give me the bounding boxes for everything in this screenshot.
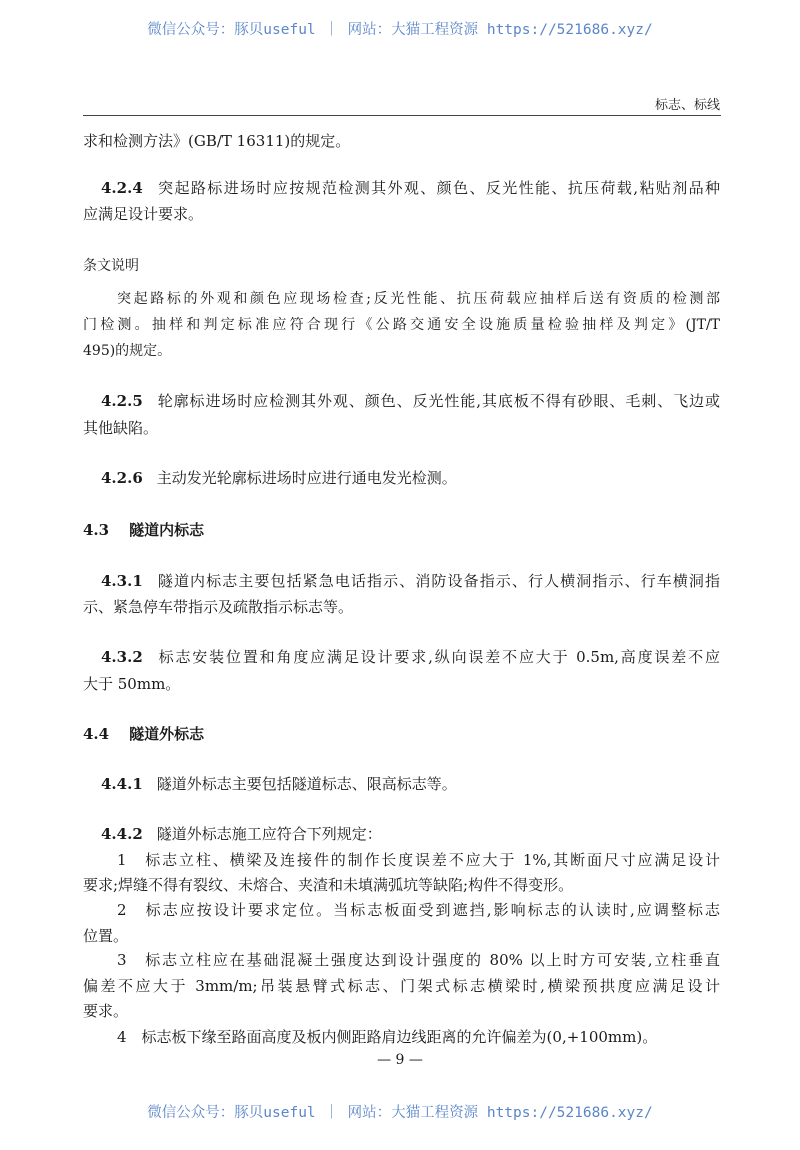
- section-number: 4.4: [83, 725, 110, 743]
- text-line: 大于 50mm。: [83, 675, 181, 693]
- text-line: 门检测。抽样和判定标准应符合现行《公路交通安全设施质量检验抽样及判定》(JT/T: [83, 317, 720, 333]
- text-line: 主动发光轮廓标进场时应进行通电发光检测。: [156, 469, 457, 487]
- text-line: 应满足设计要求。: [83, 205, 204, 223]
- section-number: 4.3: [83, 521, 110, 539]
- clause-number: 4.3.1: [101, 572, 143, 590]
- list-item-2: 2 标志应按设计要求定位。当标志板面受到遮挡,影响标志的认读时,应调整标志: [117, 901, 720, 919]
- text-line: 偏差不应大于 3mm/m;吊装悬臂式标志、门架式标志横梁时,横梁预拱度应满足设计: [83, 977, 720, 995]
- text-line: 495)的规定。: [83, 343, 172, 359]
- clause-number: 4.4.1: [101, 775, 143, 793]
- text-line: 要求。: [83, 1002, 129, 1020]
- clause-4-3-1: [101, 571, 720, 591]
- text-line: 示、紧急停车带指示及疏散指示标志等。: [83, 598, 354, 616]
- clause-number: 4.2.6: [101, 469, 143, 487]
- section-title: 隧道外标志: [129, 725, 205, 743]
- section-heading-4-3: [83, 520, 720, 540]
- text-line: 隧道外标志主要包括隧道标志、限高标志等。: [156, 775, 457, 793]
- text-line: 标志安装位置和角度应满足设计要求,纵向误差不应大于 0.5m,高度误差不应: [156, 648, 720, 666]
- header-rule: [83, 115, 721, 116]
- text-line: 轮廓标进场时应检测其外观、颜色、反光性能,其底板不得有砂眼、毛刺、飞边或: [156, 392, 720, 410]
- section-title: 隧道内标志: [129, 521, 205, 539]
- text-line: 隧道外标志施工应符合下列规定：: [156, 825, 382, 843]
- list-item-1: 1 标志立柱、横梁及连接件的制作长度误差不应大于 1%,其断面尺寸应满足设计: [117, 851, 720, 869]
- text-line: 要求;焊缝不得有裂纹、未熔合、夹渣和未填满弧坑等缺陷;构件不得变形。: [83, 876, 574, 894]
- text-line: 求和检测方法》(GB/T 16311)的规定。: [83, 132, 351, 150]
- clause-4-4-2: [101, 824, 720, 844]
- running-header: 标志、标线: [654, 98, 720, 113]
- clause-number: 4.4.2: [101, 825, 143, 843]
- text-line: 突起路标进场时应按规范检测其外观、颜色、反光性能、抗压荷载,粘贴剂品种: [156, 179, 720, 197]
- section-heading-4-4: [83, 724, 720, 744]
- clause-4-2-6: [101, 468, 720, 488]
- list-item-4: 4 标志板下缘至路面高度及板内侧距路肩边线距离的允许偏差为(0,+100mm)。: [117, 1028, 658, 1046]
- clause-4-4-1: [101, 774, 720, 794]
- clause-4-3-2: [101, 647, 720, 667]
- text-line: 突起路标的外观和颜色应现场检查;反光性能、抗压荷载应抽样后送有资质的检测部: [117, 291, 720, 307]
- text-line: 位置。: [83, 927, 129, 945]
- clause-number: 4.3.2: [101, 648, 143, 666]
- watermark-top: 微信公众号：豚贝useful ｜ 网站：大猫工程资源 https://521686.xyz/: [147, 22, 653, 38]
- clause-number: 4.2.4: [101, 179, 143, 197]
- explanation-title: 条文说明: [83, 258, 139, 274]
- watermark-bottom: 微信公众号：豚贝useful ｜ 网站：大猫工程资源 https://521686.xyz/: [147, 1105, 653, 1121]
- clause-number: 4.2.5: [101, 392, 143, 410]
- clause-4-2-5: [101, 391, 720, 411]
- clause-4-2-4: [101, 178, 720, 198]
- text-line: 其他缺陷。: [83, 419, 159, 437]
- page-number: — 9 —: [377, 1052, 423, 1068]
- list-item-3: 3 标志立柱应在基础混凝土强度达到设计强度的 80% 以上时方可安装,立柱垂直: [117, 951, 720, 969]
- text-line: 隧道内标志主要包括紧急电话指示、消防设备指示、行人横洞指示、行车横洞指: [156, 572, 720, 590]
